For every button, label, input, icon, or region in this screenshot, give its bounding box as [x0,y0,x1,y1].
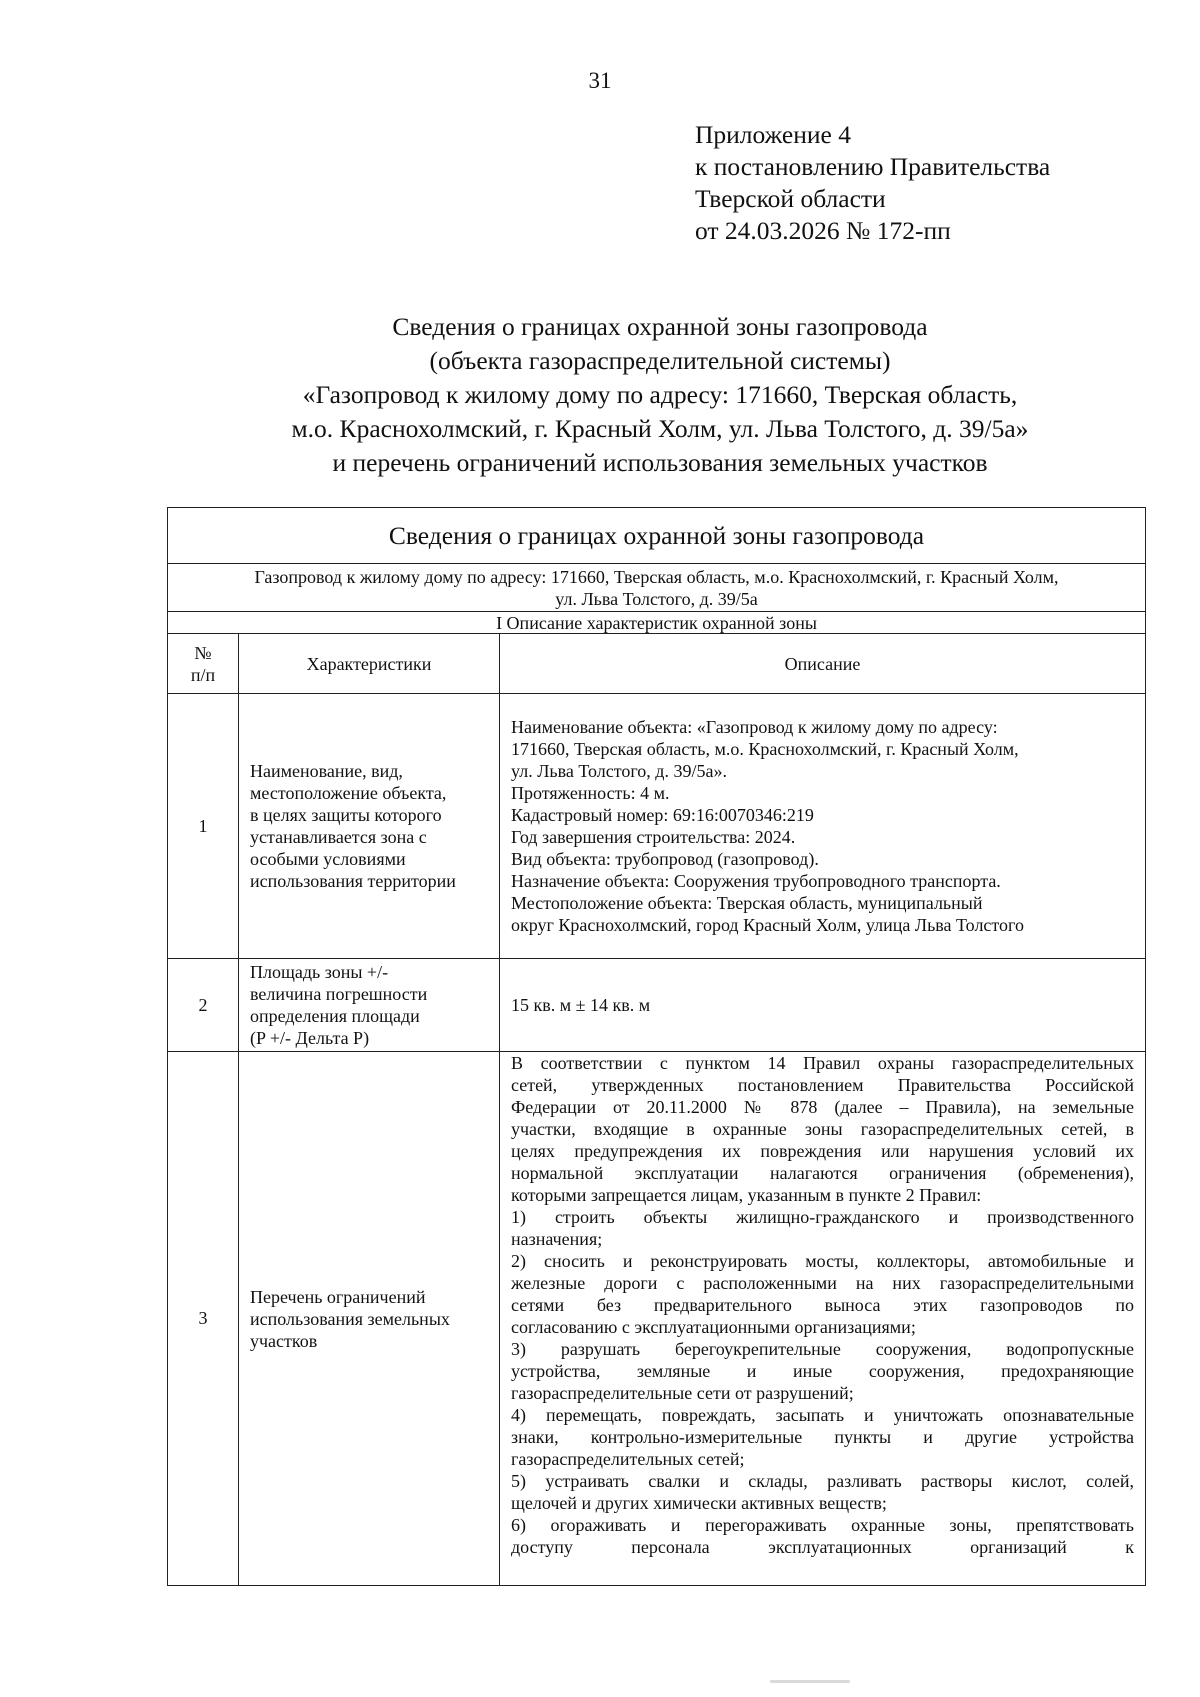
appendix-line: к постановлению Правительства [695,152,1051,181]
text-line: щелочей и других химически активных веществ; [511,1493,887,1513]
text-line: Протяженность: 4 м. [511,783,670,803]
title-line: (объекта газораспределительной системы) [429,346,891,375]
text-line: 1) строить объекты жилищно-гражданского и производственного [511,1207,1134,1227]
text-line: В соответствии с пунктом 14 Правил охраны газораспределительных [511,1053,1134,1073]
text-line: местоположение объекта, [250,783,447,803]
text-line: в целях защиты которого [250,805,442,825]
page-number: 31 [588,68,612,93]
text-line: 4) перемещать, повреждать, засыпать и уничтожать опознавательные [511,1405,1134,1425]
row-characteristic [239,694,500,959]
text-line: величина погрешности [250,984,428,1004]
text-line: устанавливается зона с [250,827,427,847]
text-line: 5) устраивать свалки и склады, разливать растворы кислот, солей, [511,1471,1134,1491]
table-header: Сведения о границах охранной зоны газопровода [168,508,1146,564]
text-line: знаки, контрольно-измерительные пункты и другие устройства [511,1427,1134,1447]
text-line: доступу персонала эксплуатационных организаций к [511,1537,1134,1557]
text-line: Год завершения строительства: 2024. [511,827,796,847]
row-number: 1 [168,694,239,959]
row-description [500,1052,1146,1586]
text-line: 171660, Тверская область, м.о. Краснохолмский, г. Красный Холм, [511,739,1019,759]
object-line: ул. Льва Толстого, д. 39/5а [555,588,758,609]
scan-artifact [770,1680,850,1683]
row-description: 15 кв. м ± 14 кв. м [500,959,1146,1052]
text-line: Перечень ограничений [250,1286,426,1307]
text-line: железные дороги с расположенными на них газораспределительными [511,1273,1134,1293]
title-line: «Газопровод к жилому дому по адресу: 171660, Тверская область, [302,380,1018,409]
text-line: сетей, утвержденных постановлением Правительства Российской [511,1075,1134,1095]
object-line: Газопровод к жилому дому по адресу: 171660, Тверская область, м.о. Краснохолмский, г. Красный Холм, [254,566,1059,587]
title-line: и перечень ограничений использования земельных участков [332,448,988,477]
column-header-characteristics: Характеристики [239,634,500,694]
column-header-line: п/п [190,664,216,685]
text-line: которыми запрещается лицам, указанным в пункте 2 Правил: [511,1185,982,1205]
text-line: определения площади [250,1006,420,1026]
text-line: целях предупреждения их повреждения или нарушения условий их [511,1141,1134,1161]
row-number: 2 [168,959,239,1052]
text-line: 3) разрушать берегоукрепительные сооружения, водопропускные [511,1339,1134,1359]
text-line: газораспределительных сетей; [511,1449,745,1469]
text-line: участки, входящие в охранные зоны газораспределительных сетей, в [511,1119,1134,1139]
text-line: назначения; [511,1229,603,1249]
text-line: Местоположение объекта: Тверская область, муниципальный [511,893,983,913]
column-header-line: № [194,642,212,663]
appendix-block [695,119,1050,247]
text-line: устройства, земляные и иные сооружения, предохраняющие [511,1361,1134,1381]
row-number: 3 [168,1052,239,1586]
document-title [120,310,1200,480]
row-characteristic [239,959,500,1052]
text-line: Наименование, вид, [250,761,403,781]
appendix-line: Тверской области [695,184,886,213]
text-line: ул. Льва Толстого, д. 39/5а». [511,761,727,781]
text-line: (P +/- Дельта P) [250,1028,370,1048]
text-line: 6) огораживать и перегораживать охранные зоны, препятствовать [511,1515,1134,1535]
section-heading: I Описание характеристик охранной зоны [168,612,1146,634]
row-characteristic [239,1052,500,1586]
title-line: Сведения о границах охранной зоны газопровода [392,312,928,341]
text-line: Площадь зоны +/- [250,962,389,982]
title-line: м.о. Краснохолмский, г. Красный Холм, ул. Льва Толстого, д. 39/5а» [291,414,1029,443]
appendix-line: Приложение 4 [695,120,851,149]
text-line: газораспределительные сети от разрушений; [511,1383,854,1403]
text-line: Назначение объекта: Сооружения трубопроводного транспорта. [511,871,1001,891]
zone-table [167,507,1146,1586]
text-line: использования территории [250,871,456,891]
table-row [168,694,1146,959]
text-line: Федерации от 20.11.2000 № 878 (далее – Правила), на земельные [511,1097,1134,1117]
text-line: округ Краснохолмский, город Красный Холм, улица Льва Толстого [511,915,1024,935]
text-line: Вид объекта: трубопровод (газопровод). [511,849,819,869]
text-line: использования земельных [250,1308,450,1329]
table-row [168,1052,1146,1586]
appendix-line: от 24.03.2026 № 172-пп [695,216,951,245]
column-header-num [168,634,239,694]
table-row [168,959,1146,1052]
text-line: особыми условиями [250,849,406,869]
column-header-description: Описание [500,634,1146,694]
text-line: Кадастровый номер: 69:16:0070346:219 [511,805,814,825]
text-line: Наименование объекта: «Газопровод к жилому дому по адресу: [511,717,998,737]
text-line: нормальной эксплуатации налагаются ограничения (обременения), [511,1163,1134,1183]
text-line: 2) сносить и реконструировать мосты, коллекторы, автомобильные и [511,1251,1134,1271]
text-line: участков [250,1330,318,1351]
text-line: согласованию с эксплуатационными организациями; [511,1317,916,1337]
text-line: сетями без предварительного выноса этих газопроводов по [511,1295,1134,1315]
row-description [500,694,1146,959]
table-object-name [168,564,1146,612]
